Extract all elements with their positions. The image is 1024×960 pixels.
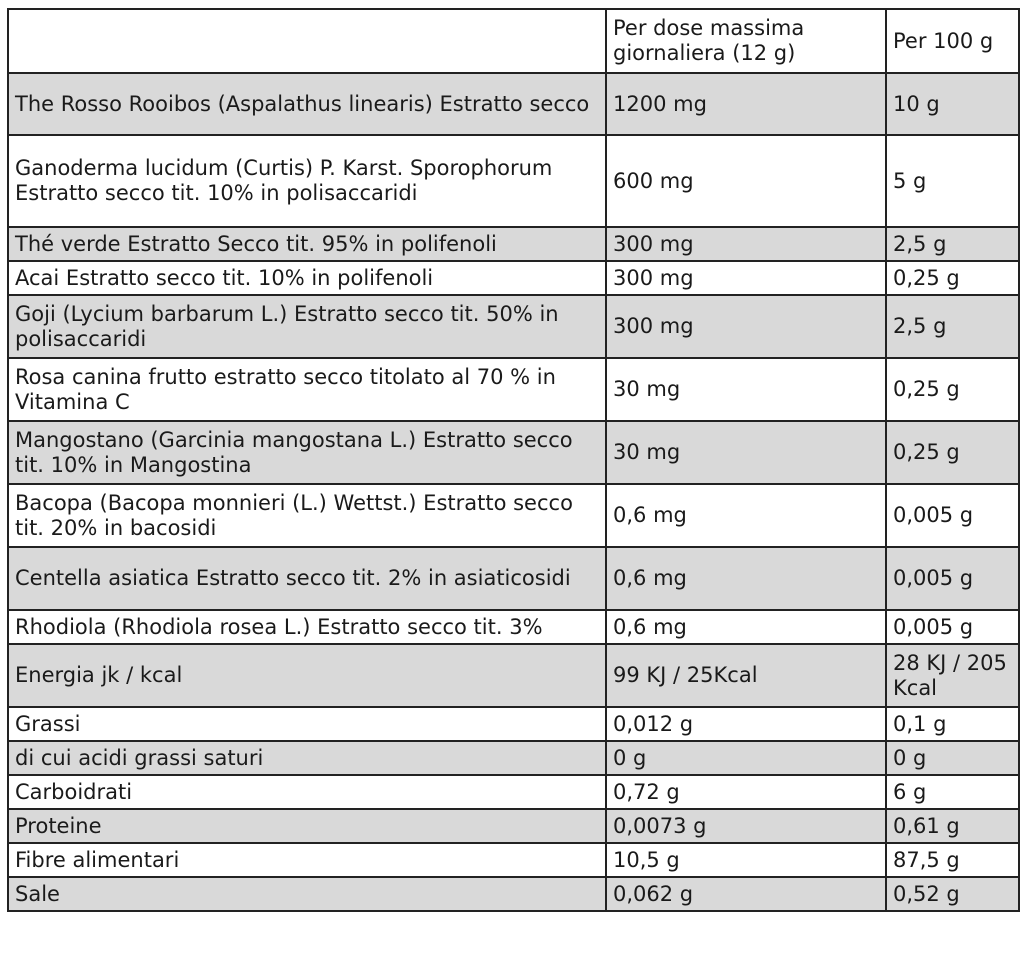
table-row — [8, 135, 1019, 227]
per-100g-value: 6 g — [886, 775, 1019, 809]
table-row — [8, 227, 1019, 261]
per-100g-value: 0 g — [886, 741, 1019, 775]
ingredient-name: Mangostano (Garcinia mangostana L.) Estratto secco tit. 10% in Mangostina — [8, 421, 606, 484]
table-row — [8, 775, 1019, 809]
ingredient-name: Fibre alimentari — [8, 843, 606, 877]
ingredient-name: Goji (Lycium barbarum L.) Estratto secco tit. 50% in polisaccaridi — [8, 295, 606, 358]
daily-dose-value: 0,012 g — [606, 707, 886, 741]
per-100g-value: 0,005 g — [886, 610, 1019, 644]
daily-dose-value: 99 KJ / 25Kcal — [606, 644, 886, 707]
daily-dose-value: 0,6 mg — [606, 484, 886, 547]
daily-dose-value: 600 mg — [606, 135, 886, 227]
daily-dose-value: 0,0073 g — [606, 809, 886, 843]
daily-dose-value: 0,6 mg — [606, 610, 886, 644]
per-100g-value: 2,5 g — [886, 295, 1019, 358]
table-row — [8, 877, 1019, 911]
header-cell-daily-dose: Per dose massima giornaliera (12 g) — [606, 9, 886, 73]
per-100g-value: 0,1 g — [886, 707, 1019, 741]
ingredient-name: Energia jk / kcal — [8, 644, 606, 707]
ingredient-name: Grassi — [8, 707, 606, 741]
ingredient-name: di cui acidi grassi saturi — [8, 741, 606, 775]
per-100g-value: 0,25 g — [886, 261, 1019, 295]
header-cell-per-100g: Per 100 g — [886, 9, 1019, 73]
ingredient-name: Sale — [8, 877, 606, 911]
ingredient-name: The Rosso Rooibos (Aspalathus linearis) Estratto secco — [8, 73, 606, 135]
per-100g-value: 28 KJ / 205 Kcal — [886, 644, 1019, 707]
table-row — [8, 261, 1019, 295]
ingredient-name: Centella asiatica Estratto secco tit. 2% in asiaticosidi — [8, 547, 606, 610]
nutrition-table — [7, 8, 1020, 912]
table-header-row — [8, 9, 1019, 73]
table-row — [8, 484, 1019, 547]
daily-dose-value: 30 mg — [606, 421, 886, 484]
table-row — [8, 644, 1019, 707]
per-100g-value: 2,5 g — [886, 227, 1019, 261]
ingredient-name: Acai Estratto secco tit. 10% in polifenoli — [8, 261, 606, 295]
table-row — [8, 809, 1019, 843]
ingredient-name: Rhodiola (Rhodiola rosea L.) Estratto secco tit. 3% — [8, 610, 606, 644]
ingredient-name: Bacopa (Bacopa monnieri (L.) Wettst.) Estratto secco tit. 20% in bacosidi — [8, 484, 606, 547]
table-row — [8, 707, 1019, 741]
daily-dose-value: 300 mg — [606, 295, 886, 358]
table-row — [8, 358, 1019, 421]
table-row — [8, 295, 1019, 358]
per-100g-value: 0,005 g — [886, 547, 1019, 610]
table-row — [8, 547, 1019, 610]
per-100g-value: 0,25 g — [886, 421, 1019, 484]
per-100g-value: 0,25 g — [886, 358, 1019, 421]
per-100g-value: 0,005 g — [886, 484, 1019, 547]
table-row — [8, 741, 1019, 775]
per-100g-value: 0,52 g — [886, 877, 1019, 911]
table-row — [8, 843, 1019, 877]
ingredient-name: Ganoderma lucidum (Curtis) P. Karst. Sporophorum Estratto secco tit. 10% in polisaccaridi — [8, 135, 606, 227]
per-100g-value: 10 g — [886, 73, 1019, 135]
table-row — [8, 421, 1019, 484]
table-row — [8, 73, 1019, 135]
daily-dose-value: 0,72 g — [606, 775, 886, 809]
daily-dose-value: 30 mg — [606, 358, 886, 421]
ingredient-name: Proteine — [8, 809, 606, 843]
daily-dose-value: 300 mg — [606, 227, 886, 261]
daily-dose-value: 1200 mg — [606, 73, 886, 135]
daily-dose-value: 10,5 g — [606, 843, 886, 877]
daily-dose-value: 0 g — [606, 741, 886, 775]
per-100g-value: 0,61 g — [886, 809, 1019, 843]
per-100g-value: 5 g — [886, 135, 1019, 227]
daily-dose-value: 0,062 g — [606, 877, 886, 911]
daily-dose-value: 300 mg — [606, 261, 886, 295]
ingredient-name: Carboidrati — [8, 775, 606, 809]
ingredient-name: Thé verde Estratto Secco tit. 95% in polifenoli — [8, 227, 606, 261]
daily-dose-value: 0,6 mg — [606, 547, 886, 610]
table-row — [8, 610, 1019, 644]
ingredient-name: Rosa canina frutto estratto secco titolato al 70 % in Vitamina C — [8, 358, 606, 421]
per-100g-value: 87,5 g — [886, 843, 1019, 877]
header-cell-ingredient — [8, 9, 606, 73]
